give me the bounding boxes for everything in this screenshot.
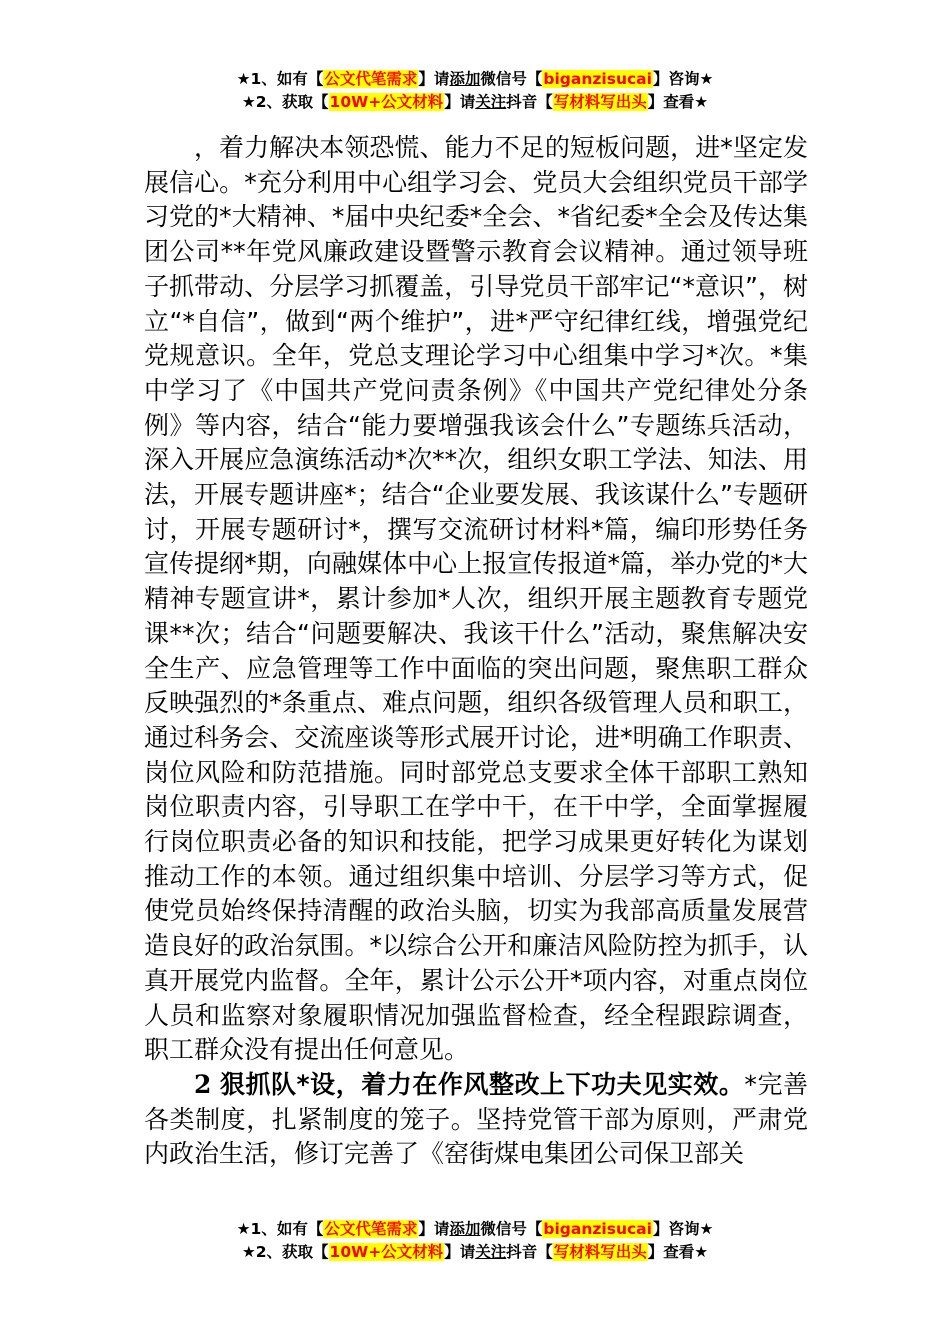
banner-text: 微信号【 (480, 70, 543, 88)
banner-text: 】咨询★ (652, 70, 714, 88)
banner-text: ★1、如有【 (236, 1220, 324, 1238)
banner-line-2 (0, 91, 950, 114)
highlight-materials: 10W+公文材料 (329, 93, 444, 111)
section-heading: 狠抓队*设，着力在作风整改上下功夫见实效。 (219, 1069, 745, 1099)
footer-banner (0, 1218, 950, 1264)
highlight-service: 公文代笔需求 (324, 70, 418, 88)
banner-text: 】请 (418, 70, 450, 88)
highlight-douyin-id: 写材料写出头 (553, 1243, 647, 1261)
highlight-service: 公文代笔需求 (324, 1220, 418, 1238)
section-text: *完善各类制度，扎紧制度的笼子。坚持党管干部为原则，严肃党内政治生活，修订完善了《窑街煤电集团公司保卫部关 (144, 1069, 808, 1169)
highlight-douyin-id: 写材料写出头 (553, 93, 647, 111)
banner-text: 】请 (444, 93, 476, 111)
banner-text: ★2、获取【 (241, 1243, 329, 1261)
banner-text: 】咨询★ (652, 1220, 714, 1238)
highlight-materials: 10W+公文材料 (329, 1243, 444, 1261)
banner-text: 】查看★ (647, 1243, 709, 1261)
banner-text: 】请 (444, 1243, 476, 1261)
banner-line-1 (0, 68, 950, 91)
banner-text: 】查看★ (647, 93, 709, 111)
banner-emphasis: 添加 (449, 1220, 481, 1238)
banner-text: ★1、如有【 (236, 70, 324, 88)
banner-text: 微信号【 (480, 1220, 543, 1238)
highlight-wechat-id: biganzisucai (543, 1220, 652, 1238)
highlight-wechat-id: biganzisucai (543, 70, 652, 88)
banner-text: ★2、获取【 (241, 93, 329, 111)
banner-emphasis: 关注 (475, 1243, 507, 1261)
banner-text: 】请 (418, 1220, 450, 1238)
banner-line-2 (0, 1241, 950, 1264)
body-paragraph-1: ，着力解决本领恐慌、能力不足的短板问题，进*坚定发展信心。*充分利用中心组学习会、党员大会组织党员干部学习党的*大精神、*届中央纪委*全会、*省纪委*全会及传达集团公司**年党风廉政建设暨警示教育会议精神。通过领导班子抓带动、分层学习抓覆盖，引导党员干部牢记“*意识”，树立“*自信”，做到“两个维护”，进*严守纪律红线，增强党纪党规意识。全年，党总支理论学习中心组集中学习*次。*集中学习了《中国共产党问责条例》《中国共产党纪律处分条例》等内容，结合“能力要增强我该会什么”专题练兵活动，深入开展应急演练活动*次**次，组织女职工学法、知法、用法，开展专题讲座*；结合“企业要发展、我该谋什么”专题研讨，开展专题研讨*，撰写交流研讨材料*篇，编印形势任务宣传提纲*期，向融媒体中心上报宣传报道*篇，举办党的*大精神专题宣讲*，累计参加*人次，组织开展主题教育专题党课**次；结合“问题要解决、我该干什么”活动，聚焦解决安全生产、应急管理等工作中面临的突出问题，聚焦职工群众反映强烈的*条重点、难点问题，组织各级管理人员和职工，通过科务会、交流座谈等形式展开讨论，进*明确工作职责、岗位风险和防范措施。同时部党总支要求全体干部职工熟知岗位职责内容，引导职工在学中干，在干中学，全面掌握履行岗位职责必备的知识和技能，把学习成果更好转化为谋划推动工作的本领。通过组织集中培训、分层学习等方式，促使党员始终保持清醒的政治头脑，切实为我部高质量发展营造良好的政治氛围。*以综合公开和廉洁风险防控为抓手，认真开展党内监督。全年，累计公示公开*项内容，对重点岗位人员和监察对象履职情况加强监督检查，经全程跟踪调查，职工群众没有提出任何意见。 (144, 133, 808, 1065)
section-number: 2 (194, 1069, 212, 1099)
header-banner (0, 68, 950, 114)
banner-emphasis: 关注 (475, 93, 507, 111)
banner-emphasis: 添加 (449, 70, 481, 88)
banner-text: 抖音【 (506, 1243, 553, 1261)
body-paragraph-2 (144, 1068, 808, 1172)
document-body (144, 131, 808, 1172)
banner-line-1 (0, 1218, 950, 1241)
banner-text: 抖音【 (506, 93, 553, 111)
